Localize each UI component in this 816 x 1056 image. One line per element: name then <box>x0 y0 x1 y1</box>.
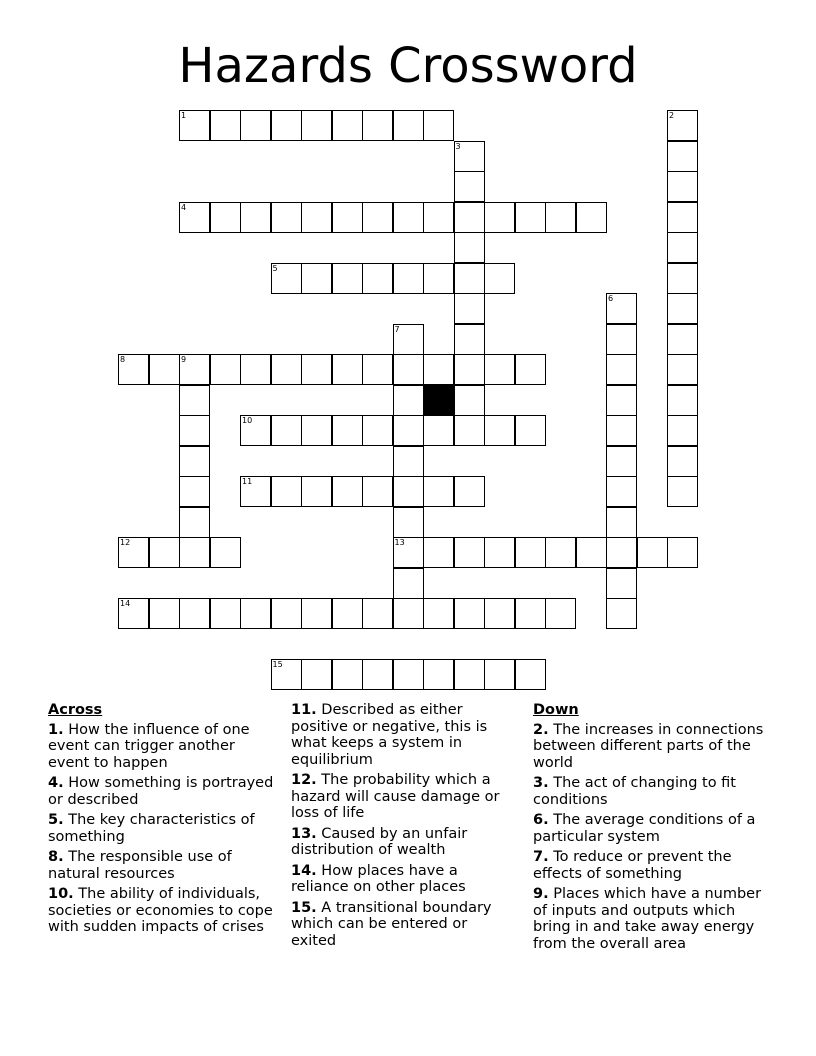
grid-cell[interactable] <box>210 110 241 141</box>
grid-cell[interactable] <box>301 415 332 446</box>
grid-cell[interactable] <box>454 476 485 507</box>
grid-cell[interactable] <box>179 415 210 446</box>
grid-cell[interactable] <box>271 263 302 294</box>
grid-cell[interactable] <box>484 354 515 385</box>
grid-cell[interactable] <box>271 415 302 446</box>
clue-text: How the influence of one event can trigger another event to happen <box>48 721 250 771</box>
grid-cell[interactable] <box>362 476 393 507</box>
grid-cell[interactable] <box>667 171 698 202</box>
grid-cell[interactable] <box>423 598 454 629</box>
across-clue <box>48 722 276 772</box>
grid-cell[interactable] <box>149 537 180 568</box>
grid-cell[interactable] <box>454 293 485 324</box>
grid-cell[interactable] <box>301 598 332 629</box>
grid-cell[interactable] <box>667 141 698 172</box>
grid-cell[interactable] <box>271 659 302 690</box>
clue-number: 6. <box>533 812 549 828</box>
grid-cell[interactable] <box>484 598 515 629</box>
grid-cell[interactable] <box>667 202 698 233</box>
grid-cell[interactable] <box>667 232 698 263</box>
clue-number: 15 <box>272 660 283 669</box>
grid-cell[interactable] <box>545 598 576 629</box>
clue-number: 11 <box>242 477 253 486</box>
grid-cell[interactable] <box>240 476 271 507</box>
grid-cell[interactable] <box>362 598 393 629</box>
grid-cell[interactable] <box>637 537 668 568</box>
grid-cell[interactable] <box>484 263 515 294</box>
clue-text: The responsible use of natural resources <box>48 849 232 882</box>
grid-cell[interactable] <box>301 659 332 690</box>
clue-number: 14 <box>120 599 131 608</box>
clue-text: The increases in connections between different parts of the world <box>533 721 764 771</box>
clue-text: A transitional boundary which can be entered or exited <box>291 899 492 949</box>
grid-cell[interactable] <box>301 202 332 233</box>
grid-cell[interactable] <box>393 202 424 233</box>
grid-cell[interactable] <box>606 446 637 477</box>
grid-cell[interactable] <box>667 537 698 568</box>
clue-text: Caused by an unfair distribution of wealth <box>291 825 468 858</box>
clue-text: To reduce or prevent the effects of something <box>533 849 732 882</box>
grid-cell[interactable] <box>393 476 424 507</box>
grid-cell[interactable] <box>332 476 363 507</box>
grid-cell[interactable] <box>332 263 363 294</box>
across-heading: Across <box>48 702 103 718</box>
grid-cell[interactable] <box>454 385 485 416</box>
clue-text: How places have a reliance on other places <box>291 862 466 895</box>
grid-cell[interactable] <box>606 293 637 324</box>
grid-cell[interactable] <box>362 659 393 690</box>
grid-cell[interactable] <box>667 476 698 507</box>
grid-cell[interactable] <box>515 598 546 629</box>
grid-cell[interactable] <box>271 476 302 507</box>
grid-cell[interactable] <box>301 354 332 385</box>
grid-cell[interactable] <box>606 354 637 385</box>
grid-cell[interactable] <box>179 507 210 538</box>
grid-cell[interactable] <box>515 537 546 568</box>
grid-cell[interactable] <box>362 202 393 233</box>
clue-number: 9 <box>181 355 187 364</box>
grid-cell[interactable] <box>332 659 363 690</box>
grid-cell[interactable] <box>393 263 424 294</box>
grid-cell[interactable] <box>423 263 454 294</box>
across-clue <box>48 812 276 845</box>
grid-cell[interactable] <box>332 354 363 385</box>
down-clue <box>533 886 773 952</box>
clue-number: 11. <box>291 702 317 718</box>
grid-cell[interactable] <box>606 385 637 416</box>
grid-cell[interactable] <box>179 598 210 629</box>
grid-cell[interactable] <box>667 415 698 446</box>
clue-number: 12. <box>291 772 317 788</box>
clue-number: 1 <box>181 111 187 120</box>
clue-text: The ability of individuals, societies or economies to cope with sudden impacts of crises <box>48 886 273 935</box>
grid-cell[interactable] <box>454 354 485 385</box>
grid-cell[interactable] <box>393 659 424 690</box>
grid-cell[interactable] <box>393 415 424 446</box>
clue-number: 13. <box>291 825 317 842</box>
grid-cell[interactable] <box>118 537 149 568</box>
down-clue <box>533 849 773 882</box>
grid-cell[interactable] <box>179 446 210 477</box>
grid-cell[interactable] <box>118 598 149 629</box>
clue-number: 3 <box>455 141 461 151</box>
grid-block <box>423 385 454 416</box>
grid-cell[interactable] <box>179 354 210 385</box>
clue-text: The average conditions of a particular system <box>533 812 756 845</box>
grid-cell[interactable] <box>210 202 241 233</box>
clue-text: Described as either positive or negative, this is what keeps a system in equilibrium <box>291 702 488 768</box>
across-clue <box>48 886 276 936</box>
grid-cell[interactable] <box>393 598 424 629</box>
grid-cell[interactable] <box>606 598 637 629</box>
grid-cell[interactable] <box>240 110 271 141</box>
clue-number: 13 <box>394 538 405 547</box>
grid-cell[interactable] <box>606 415 637 446</box>
clue-number: 4. <box>48 775 64 791</box>
grid-cell[interactable] <box>179 110 210 141</box>
clue-number: 2. <box>533 721 549 738</box>
grid-cell[interactable] <box>545 537 576 568</box>
grid-cell[interactable] <box>149 354 180 385</box>
grid-cell[interactable] <box>423 110 454 141</box>
across-clue <box>291 772 515 822</box>
clue-number: 14. <box>291 862 317 879</box>
grid-cell[interactable] <box>362 354 393 385</box>
grid-cell[interactable] <box>240 354 271 385</box>
grid-cell[interactable] <box>271 598 302 629</box>
clue-text: The act of changing to fit conditions <box>533 775 736 808</box>
clue-number: 12 <box>120 538 131 547</box>
clue-number: 6 <box>608 294 614 303</box>
grid-cell[interactable] <box>301 476 332 507</box>
grid-cell[interactable] <box>423 415 454 446</box>
grid-cell[interactable] <box>393 354 424 385</box>
grid-cell[interactable] <box>484 537 515 568</box>
grid-cell[interactable] <box>393 385 424 416</box>
grid-cell[interactable] <box>454 324 485 355</box>
grid-cell[interactable] <box>667 446 698 477</box>
clue-text: The key characteristics of something <box>48 812 255 845</box>
grid-cell[interactable] <box>454 232 485 263</box>
grid-cell[interactable] <box>393 568 424 599</box>
grid-cell[interactable] <box>393 110 424 141</box>
grid-cell[interactable] <box>393 507 424 538</box>
clues-across-column <box>48 702 276 940</box>
grid-cell[interactable] <box>332 202 363 233</box>
grid-cell[interactable] <box>454 202 485 233</box>
clue-number: 1. <box>48 721 64 738</box>
clue-number: 2 <box>669 111 675 120</box>
grid-cell[interactable] <box>210 598 241 629</box>
grid-cell[interactable] <box>515 415 546 446</box>
grid-cell[interactable] <box>271 110 302 141</box>
grid-cell[interactable] <box>515 202 546 233</box>
down-heading: Down <box>533 702 579 718</box>
across-clue <box>48 849 276 882</box>
grid-cell[interactable] <box>484 659 515 690</box>
clue-number: 15. <box>291 899 317 916</box>
grid-cell[interactable] <box>606 568 637 599</box>
clues-down-column <box>533 702 773 956</box>
grid-cell[interactable] <box>454 415 485 446</box>
grid-cell[interactable] <box>179 385 210 416</box>
across-clue <box>291 702 515 768</box>
across-clue <box>291 863 515 896</box>
down-clue <box>533 722 773 772</box>
grid-cell[interactable] <box>454 537 485 568</box>
grid-cell[interactable] <box>423 659 454 690</box>
clue-number: 8. <box>48 849 64 865</box>
grid-cell[interactable] <box>545 202 576 233</box>
grid-cell[interactable] <box>149 598 180 629</box>
page-title: Hazards Crossword <box>178 38 638 94</box>
clue-number: 7 <box>394 324 400 334</box>
clue-number: 10. <box>48 886 74 902</box>
clue-text: The probability which a hazard will cause damage or loss of life <box>291 772 500 821</box>
down-clue <box>533 775 773 808</box>
grid-cell[interactable] <box>423 354 454 385</box>
grid-cell[interactable] <box>332 598 363 629</box>
grid-cell[interactable] <box>454 141 485 172</box>
grid-cell[interactable] <box>240 202 271 233</box>
grid-cell[interactable] <box>667 324 698 355</box>
clues-across-column-continued <box>291 702 515 953</box>
grid-cell[interactable] <box>484 202 515 233</box>
grid-cell[interactable] <box>301 263 332 294</box>
grid-cell[interactable] <box>118 354 149 385</box>
grid-cell[interactable] <box>667 263 698 294</box>
clue-number: 4 <box>181 202 187 212</box>
across-clue <box>291 826 515 859</box>
grid-cell[interactable] <box>210 537 241 568</box>
grid-cell[interactable] <box>454 659 485 690</box>
grid-cell[interactable] <box>667 354 698 385</box>
across-clue <box>291 900 515 950</box>
grid-cell[interactable] <box>393 537 424 568</box>
clue-number: 7. <box>533 849 549 865</box>
clue-number: 9. <box>533 886 549 902</box>
grid-cell[interactable] <box>606 507 637 538</box>
grid-cell[interactable] <box>484 415 515 446</box>
grid-cell[interactable] <box>362 110 393 141</box>
grid-cell[interactable] <box>667 110 698 141</box>
grid-cell[interactable] <box>210 354 241 385</box>
clue-number: 10 <box>242 416 253 425</box>
grid-cell[interactable] <box>423 202 454 233</box>
grid-cell[interactable] <box>515 354 546 385</box>
grid-cell[interactable] <box>606 476 637 507</box>
grid-cell[interactable] <box>240 415 271 446</box>
clue-text: How something is portrayed or described <box>48 775 274 808</box>
grid-cell[interactable] <box>271 202 302 233</box>
grid-cell[interactable] <box>606 537 637 568</box>
grid-cell[interactable] <box>454 263 485 294</box>
grid-cell[interactable] <box>179 202 210 233</box>
clue-number: 3. <box>533 775 549 791</box>
grid-cell[interactable] <box>667 385 698 416</box>
grid-cell[interactable] <box>393 324 424 355</box>
grid-cell[interactable] <box>301 110 332 141</box>
clue-number: 5. <box>48 812 64 828</box>
grid-cell[interactable] <box>271 354 302 385</box>
grid-cell[interactable] <box>240 598 271 629</box>
grid-cell[interactable] <box>606 324 637 355</box>
clue-number: 5 <box>272 263 278 273</box>
grid-cell[interactable] <box>332 415 363 446</box>
grid-cell[interactable] <box>454 171 485 202</box>
grid-cell[interactable] <box>576 537 607 568</box>
clue-number: 8 <box>120 355 126 364</box>
grid-cell[interactable] <box>423 537 454 568</box>
grid-cell[interactable] <box>576 202 607 233</box>
clue-text: Places which have a number of inputs and outputs which bring in and take away energy from the overall area <box>533 886 762 952</box>
down-clue <box>533 812 773 845</box>
grid-cell[interactable] <box>515 659 546 690</box>
grid-cell[interactable] <box>667 293 698 324</box>
grid-cell[interactable] <box>362 415 393 446</box>
grid-cell[interactable] <box>179 537 210 568</box>
grid-cell[interactable] <box>362 263 393 294</box>
grid-cell[interactable] <box>179 476 210 507</box>
grid-cell[interactable] <box>393 446 424 477</box>
grid-cell[interactable] <box>332 110 363 141</box>
grid-cell[interactable] <box>423 476 454 507</box>
grid-cell[interactable] <box>454 598 485 629</box>
across-clue <box>48 775 276 808</box>
